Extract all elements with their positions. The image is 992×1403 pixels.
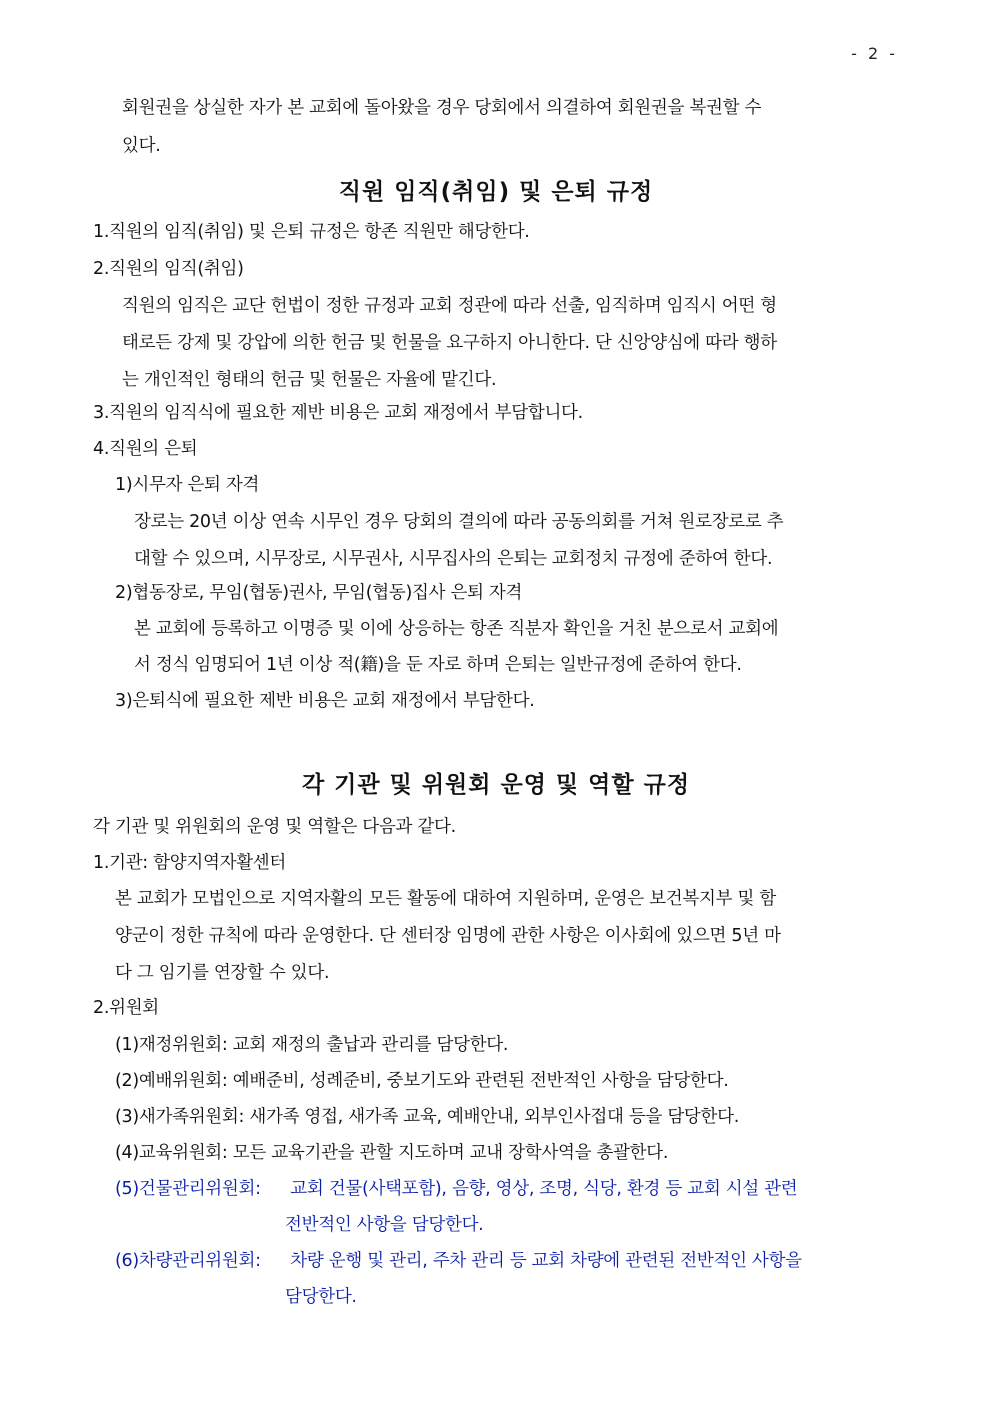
committee-text: 차량 운행 및 관리, 주차 관리 등 교회 차량에 관련된 전반적인 사항을 (290, 1251, 802, 1271)
s1-sub-1-body-line-1: 장로는 20년 이상 연속 시무인 경우 당회의 결의에 따라 공동의회를 거쳐 원로장로로 추 (134, 512, 784, 532)
s1-sub-3: 3)은퇴식에 필요한 제반 비용은 교회 재정에서 부담한다. (115, 691, 535, 711)
s2-item-1-body-line-2: 양군이 정한 규칙에 따라 운영한다. 단 센터장 임명에 관한 사항은 이사회에 있으면 5년 마 (115, 926, 781, 946)
committee-text: 예배준비, 성례준비, 중보기도와 관련된 전반적인 사항을 담당한다. (232, 1071, 729, 1091)
s1-item-2-label: 2.직원의 임직(취임) (93, 259, 244, 279)
s1-item-2-body-line-1: 직원의 임직은 교단 헌법이 정한 규정과 교회 정관에 따라 선출, 임직하며 임직시 어떤 형 (122, 296, 777, 316)
s1-sub-2-body-line-2: 서 정식 임명되어 1년 이상 적(籍)을 둔 자로 하며 은퇴는 일반규정에 준하여 한다. (134, 655, 742, 675)
s2-item-2-label: 2.위원회 (93, 998, 159, 1018)
intro-line-1: 회원권을 상실한 자가 본 교회에 돌아왔을 경우 당회에서 의결하여 회원권을 복권할 수 (122, 98, 762, 118)
committee-text: 교회 재정의 출납과 관리를 담당한다. (232, 1035, 509, 1055)
s1-item-2-body-line-2: 태로든 강제 및 강압에 의한 헌금 및 헌물을 요구하지 아니한다. 단 신앙양심에 따라 행하 (122, 333, 777, 353)
committee-label: (2)예배위원회: (115, 1071, 228, 1091)
committee-building-cont: 전반적인 사항을 담당한다. (285, 1215, 484, 1235)
committee-label: (6)차량관리위원회: (115, 1251, 261, 1271)
section-1-title: 직원 임직(취임) 및 은퇴 규정 (338, 179, 654, 205)
committee-text: 교회 건물(사택포함), 음향, 영상, 조명, 식당, 환경 등 교회 시설 관련 (290, 1179, 798, 1199)
committee-worship (115, 1067, 728, 1092)
committee-label: (3)새가족위원회: (115, 1107, 245, 1127)
s1-item-4-label: 4.직원의 은퇴 (93, 439, 198, 459)
s1-sub-1-label: 1)시무자 은퇴 자격 (115, 475, 260, 495)
s2-item-1-body-line-1: 본 교회가 모법인으로 지역자활의 모든 활동에 대하여 지원하며, 운영은 보건복지부 및 함 (115, 889, 776, 909)
committee-education (115, 1139, 668, 1164)
committee-text: 모든 교육기관을 관할 지도하며 교내 장학사역을 총괄한다. (232, 1143, 669, 1163)
committee-new-family (115, 1103, 739, 1128)
s1-item-3: 3.직원의 임직식에 필요한 제반 비용은 교회 재정에서 부담합니다. (93, 403, 583, 423)
s2-intro: 각 기관 및 위원회의 운영 및 역할은 다음과 같다. (93, 817, 456, 837)
committee-vehicle (115, 1247, 802, 1272)
intro-line-2: 있다. (122, 136, 161, 156)
committee-vehicle-cont: 담당한다. (285, 1287, 357, 1307)
s2-item-1-label: 1.기관: 함양지역자활센터 (93, 853, 287, 873)
s1-item-1: 1.직원의 임직(취임) 및 은퇴 규정은 항존 직원만 해당한다. (93, 222, 530, 242)
page-number: - 2 - (851, 44, 898, 63)
committee-label: (4)교육위원회: (115, 1143, 228, 1163)
committee-text: 새가족 영접, 새가족 교육, 예배안내, 외부인사접대 등을 담당한다. (249, 1107, 740, 1127)
section-2-title: 각 기관 및 위원회 운영 및 역할 규정 (301, 772, 691, 798)
committee-finance (115, 1031, 508, 1056)
s1-sub-2-body-line-1: 본 교회에 등록하고 이명증 및 이에 상응하는 항존 직분자 확인을 거친 분으로서 교회에 (134, 619, 779, 639)
s1-sub-1-body-line-2: 대할 수 있으며, 시무장로, 시무권사, 시무집사의 은퇴는 교회정치 규정에 준하여 한다. (134, 549, 773, 569)
committee-building (115, 1175, 797, 1200)
s1-item-2-body-line-3: 는 개인적인 형태의 헌금 및 헌물은 자율에 맡긴다. (122, 370, 497, 390)
committee-label: (5)건물관리위원회: (115, 1179, 261, 1199)
committee-label: (1)재정위원회: (115, 1035, 228, 1055)
s2-item-1-body-line-3: 다 그 임기를 연장할 수 있다. (115, 963, 330, 983)
s1-sub-2-label: 2)협동장로, 무임(협동)권사, 무임(협동)집사 은퇴 자격 (115, 583, 523, 603)
